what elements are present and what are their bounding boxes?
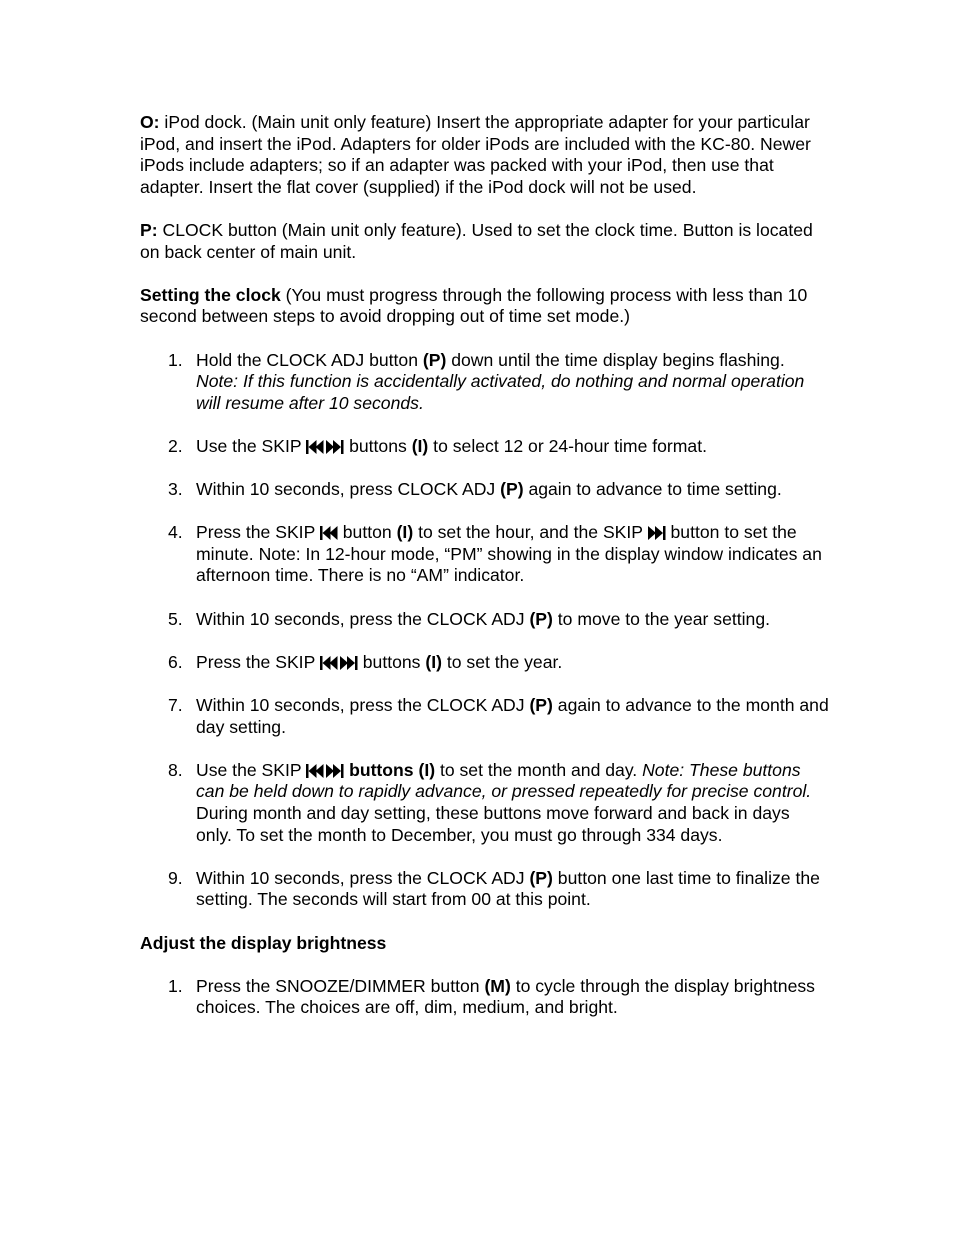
button-ref: (P) [422, 349, 447, 370]
step-text: Use the SKIP [196, 435, 307, 456]
step-text: Press the SKIP [196, 522, 320, 543]
step-text: to set the hour, and the SKIP [413, 522, 648, 543]
list-item [140, 868, 830, 911]
step-text: buttons [357, 651, 426, 672]
paragraph-p-text: CLOCK button (Main unit only feature). Used to set the clock time. Button is located on back center of main unit. [140, 219, 813, 262]
button-ref: (I) [396, 522, 414, 543]
step-text: Press the SNOOZE/DIMMER button [196, 975, 485, 996]
step-text: Within 10 seconds, press the CLOCK ADJ [196, 867, 530, 888]
brightness-heading [140, 933, 830, 955]
label-o: O: [140, 112, 160, 132]
step-text: Within 10 seconds, press the CLOCK ADJ [196, 608, 530, 629]
step-number: 8. [168, 759, 183, 780]
button-ref: (I) [425, 651, 442, 672]
list-item [140, 479, 830, 501]
step-text: to select 12 or 24-hour time format. [428, 435, 707, 456]
list-item [140, 695, 830, 738]
label-p: P: [140, 219, 158, 240]
step-text: Hold the CLOCK ADJ button [196, 349, 423, 370]
list-item [140, 760, 830, 846]
paragraph-o [140, 112, 830, 198]
step-text: again to advance to time setting. [523, 479, 782, 500]
step-text: to set the month and day. [435, 759, 643, 780]
list-item [140, 522, 830, 587]
step-text: Within 10 seconds, press CLOCK ADJ [196, 479, 501, 500]
button-ref: (P) [529, 608, 553, 629]
step-text: button one last time to finalize the setting. The seconds will start from 00 at this point. [196, 867, 820, 910]
step-number: 9. [168, 867, 183, 888]
clock-steps-list [140, 350, 830, 911]
list-item [140, 976, 830, 1019]
step-text: buttons [344, 435, 412, 456]
step-text: Press the SKIP [196, 651, 320, 672]
skip-back-icon [320, 526, 338, 540]
skip-back-icon [320, 656, 358, 670]
step-text: to set the year. [441, 651, 563, 672]
step-text: button to set the minute. Note: In 12-hour mode, “PM” showing in the display window indicates an afternoon time. There is no “AM” indicator. [196, 522, 822, 586]
step-text: to move to the year setting. [552, 608, 771, 629]
button-ref: (P) [500, 479, 524, 500]
step-note: Note: These buttons can be held down to rapidly advance, or pressed repeatedly for precise control. [196, 759, 812, 802]
brightness-steps-list [140, 976, 830, 1019]
button-ref: (P) [529, 695, 553, 716]
skip-forward-icon [648, 526, 666, 540]
skip-back-icon [306, 764, 344, 778]
step-number: 1. [168, 349, 183, 370]
step-text: Within 10 seconds, press the CLOCK ADJ [196, 695, 530, 716]
section-heading: Adjust the display brightness [140, 932, 387, 953]
button-ref: (I) [411, 435, 429, 456]
button-ref: (P) [529, 867, 553, 888]
list-item [140, 350, 830, 415]
step-number: 7. [168, 695, 183, 716]
paragraph-o-text: iPod dock. (Main unit only feature) Insert the appropriate adapter for your particular iPod, and insert the iPod. Adapters for older iPods are included with the KC-80. Newer iPods include adapters; so if an adapter was packed with your iPod, then use that adapter. Insert the flat cover (supplied) if the iPod dock will not be used. [140, 112, 811, 197]
button-ref: buttons (I) [344, 759, 436, 780]
list-item [140, 436, 830, 458]
step-number: 6. [168, 651, 183, 672]
clock-intro-text: (You must progress through the following process with less than 10 second between steps to avoid dropping out of time set mode.) [140, 284, 808, 327]
step-text: to cycle through the display brightness choices. The choices are off, dim, medium, and bright. [196, 975, 815, 1018]
paragraph-p [140, 220, 830, 263]
button-ref: (M) [484, 975, 511, 996]
clock-heading: Setting the clock [140, 284, 281, 305]
step-number: 3. [168, 479, 183, 500]
step-number: 5. [168, 608, 183, 629]
step-text: down until the time display begins flashing. [446, 349, 785, 370]
step-text: During month and day setting, these buttons move forward and back in days only. To set the month to December, you must go through 334 days. [196, 803, 790, 845]
step-number: 4. [168, 522, 183, 543]
step-note: Note: If this function is accidentally activated, do nothing and normal operation will resume after 10 seconds. [196, 371, 805, 413]
step-number: 1. [168, 975, 183, 996]
step-text: Use the SKIP [196, 759, 307, 780]
step-number: 2. [168, 435, 183, 456]
step-text: again to advance to the month and day setting. [196, 695, 829, 737]
skip-back-icon [306, 440, 344, 454]
list-item [140, 609, 830, 631]
clock-intro [140, 285, 830, 328]
document-body [140, 112, 830, 1041]
list-item [140, 652, 830, 674]
step-text: button [337, 522, 397, 543]
